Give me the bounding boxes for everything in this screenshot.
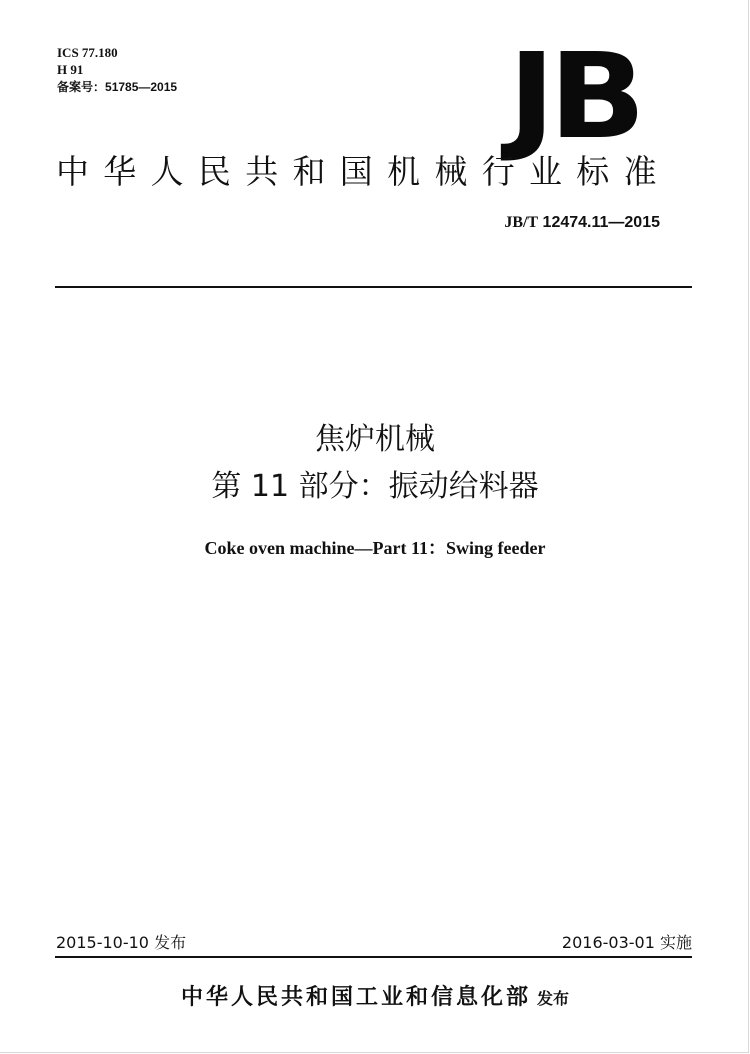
issuer-suffix: 发布 bbox=[537, 989, 570, 1008]
standard-code: 12474.11—2015 bbox=[538, 214, 660, 231]
standard-number bbox=[504, 214, 660, 232]
standard-category: 中华人民共和国机械行业标准 bbox=[56, 152, 671, 191]
title-cn-part: 第 11 部分：振动给料器 bbox=[211, 469, 539, 504]
divider-top bbox=[55, 286, 692, 288]
divider-bottom bbox=[55, 956, 692, 958]
classification-block bbox=[57, 44, 177, 96]
standard-prefix: JB/T bbox=[504, 214, 539, 231]
title-en: Coke oven machine—Part 11：Swing feeder bbox=[204, 538, 546, 558]
issuer-line bbox=[0, 980, 750, 1011]
filing-record bbox=[57, 78, 177, 96]
issuer-name: 中华人民共和国工业和信息化部 bbox=[180, 985, 531, 1010]
publish-date: 2015-10-10 发布 bbox=[56, 933, 187, 952]
jb-logo: JB bbox=[508, 27, 640, 165]
ics-code: ICS 77.180 bbox=[57, 45, 118, 60]
implement-date: 2016-03-01 实施 bbox=[561, 933, 692, 952]
ccs-code: H 91 bbox=[57, 62, 84, 77]
filing-number: 51785—2015 bbox=[105, 80, 178, 94]
title-cn-main: 焦炉机械 bbox=[315, 422, 435, 457]
filing-label: 备案号： bbox=[57, 80, 106, 94]
